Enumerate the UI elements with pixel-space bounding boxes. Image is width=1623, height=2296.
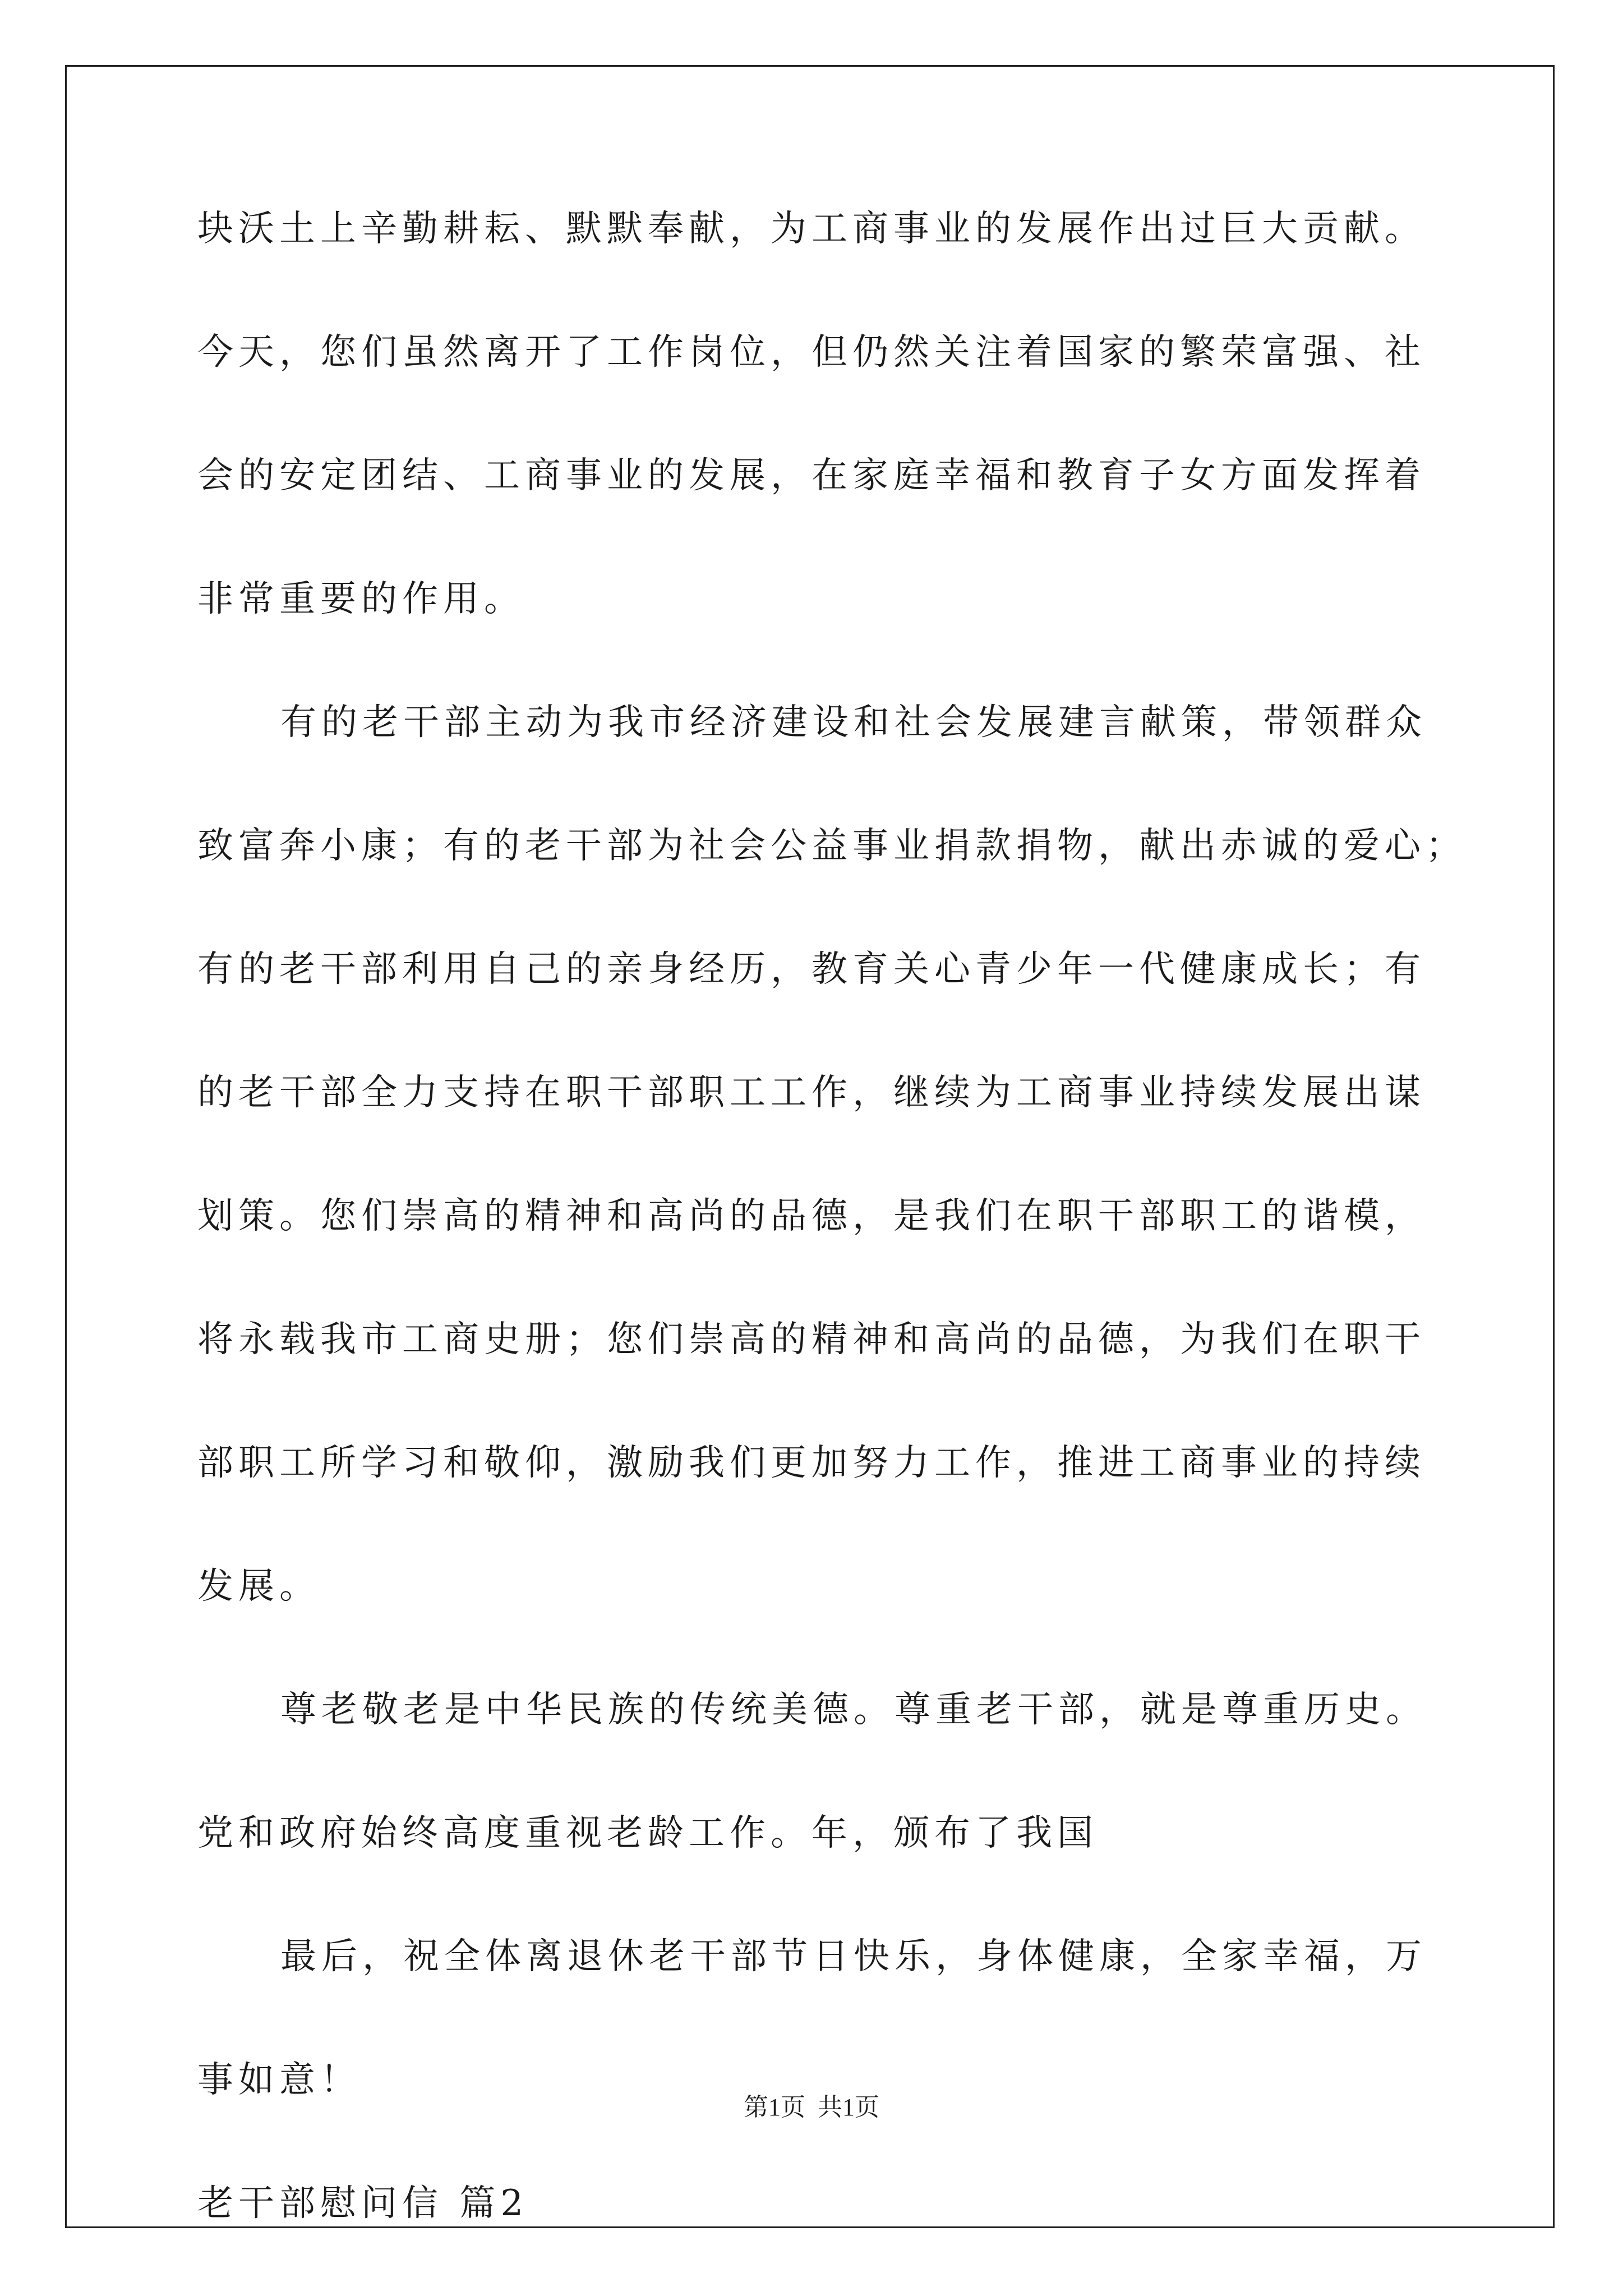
paragraph-line: 非常重要的作用。 [197,578,525,620]
paragraph-line: 将永载我市工商史册；您们崇高的精神和高尚的品德，为我们在职干 [197,1319,1426,1360]
paragraph-line: 划策。您们崇高的精神和高尚的品德，是我们在职干部职工的谐模， [197,1195,1426,1237]
paragraph-line: 党和政府始终高度重视老龄工作。年，颁布了我国 [197,1812,1098,1854]
paragraph-line: 发展。 [197,1566,320,1607]
paragraph-line: 今天，您们虽然离开了工作岗位，但仍然关注着国家的繁荣富强、社 [197,332,1426,373]
page-footer: 第1页 共1页 [744,2093,879,2121]
paragraph-line: 有的老干部主动为我市经济建设和社会发展建言献策，带领群众 [280,702,1427,743]
paragraph-line: 的老干部全力支持在职干部职工工作，继续为工商事业持续发展出谋 [197,1072,1426,1114]
paragraph-line: 致富奔小康；有的老干部为社会公益事业捐款捐物，献出赤诚的爱心； [197,825,1467,867]
page-border [65,65,1555,2228]
section-heading: 老干部慰问信 篇2 [197,2183,529,2224]
paragraph-line: 最后，祝全体离退休老干部节日快乐，身体健康，全家幸福，万 [280,1936,1427,1977]
paragraph-line: 块沃土上辛勤耕耘、默默奉献，为工商事业的发展作出过巨大贡献。 [197,208,1426,250]
paragraph-line: 会的安定团结、工商事业的发展，在家庭幸福和教育子女方面发挥着 [197,455,1426,496]
paragraph-line: 有的老干部利用自己的亲身经历，教育关心青少年一代健康成长；有 [197,949,1426,990]
paragraph-line: 尊老敬老是中华民族的传统美德。尊重老干部，就是尊重历史。 [280,1689,1427,1731]
paragraph-line: 部职工所学习和敬仰，激励我们更加努力工作，推进工商事业的持续 [197,1442,1426,1484]
paragraph-line: 事如意！ [197,2059,361,2101]
